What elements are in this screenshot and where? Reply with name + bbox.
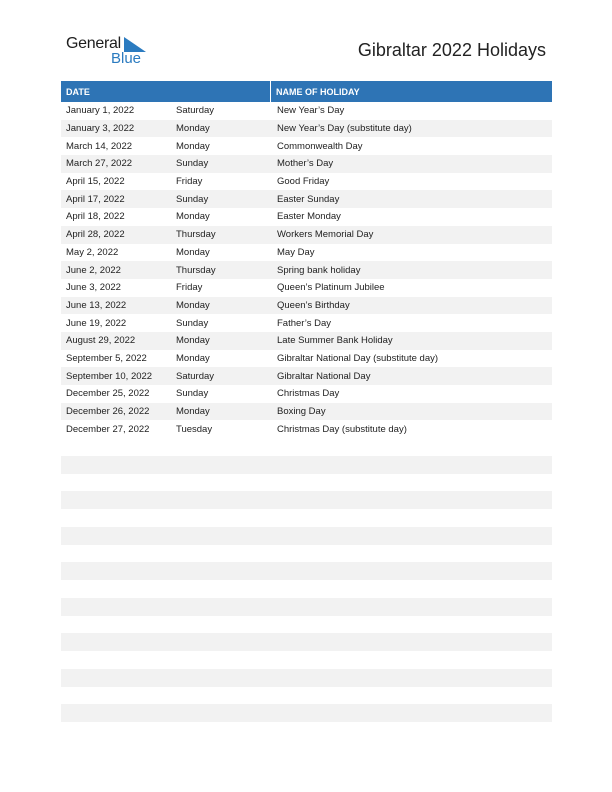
- table-row: [61, 403, 552, 421]
- row-weekday: Sunday: [176, 388, 209, 400]
- table-row: [61, 332, 552, 350]
- table-row: [61, 297, 552, 315]
- table-row: [61, 137, 552, 155]
- row-weekday: Friday: [176, 282, 203, 294]
- row-date: April 17, 2022: [66, 193, 125, 205]
- header-holiday-name: NAME OF HOLIDAY: [276, 86, 360, 97]
- row-weekday: Saturday: [176, 370, 215, 382]
- header-date: DATE: [61, 81, 271, 102]
- table-row: [61, 350, 552, 368]
- row-weekday: Monday: [176, 352, 210, 364]
- row-holiday-name: Late Summer Bank Holiday: [277, 335, 393, 347]
- row-date: January 3, 2022: [66, 123, 135, 135]
- page-title: Gibraltar 2022 Holidays: [357, 40, 546, 60]
- row-date: March 27, 2022: [66, 158, 133, 170]
- blank-row: [61, 456, 552, 474]
- table-row: [61, 385, 552, 403]
- row-date: June 2, 2022: [66, 264, 121, 276]
- row-date: December 27, 2022: [66, 423, 150, 435]
- row-date: January 1, 2022: [66, 105, 135, 117]
- row-weekday: Monday: [176, 211, 210, 223]
- row-weekday: Monday: [176, 140, 210, 152]
- table-row: [61, 226, 552, 244]
- row-weekday: Friday: [176, 176, 203, 188]
- row-weekday: Thursday: [176, 229, 216, 241]
- row-date: April 18, 2022: [66, 211, 125, 223]
- table-body: [61, 102, 552, 438]
- row-date: March 14, 2022: [66, 140, 133, 152]
- row-weekday: Monday: [176, 406, 210, 418]
- row-holiday-name: Christmas Day (substitute day): [277, 423, 407, 435]
- table-row: [61, 173, 552, 191]
- blank-row: [61, 633, 552, 651]
- row-holiday-name: Gibraltar National Day: [277, 370, 371, 382]
- table-row: [61, 420, 552, 438]
- logo-word-general: General: [66, 35, 121, 52]
- table-row: [61, 102, 552, 120]
- row-holiday-name: Gibraltar National Day (substitute day): [277, 352, 439, 364]
- row-holiday-name: Spring bank holiday: [277, 264, 361, 276]
- table-row: [61, 244, 552, 262]
- row-date: December 26, 2022: [66, 406, 150, 418]
- row-holiday-name: Easter Sunday: [277, 193, 340, 205]
- row-date: April 28, 2022: [66, 229, 125, 241]
- row-holiday-name: Christmas Day: [277, 388, 340, 400]
- row-weekday: Sunday: [176, 317, 209, 329]
- holidays-table: [61, 81, 552, 438]
- row-date: September 10, 2022: [66, 370, 153, 382]
- table-row: [61, 314, 552, 332]
- blank-row: [61, 527, 552, 545]
- row-holiday-name: Good Friday: [277, 176, 330, 188]
- row-date: June 19, 2022: [66, 317, 127, 329]
- row-weekday: Sunday: [176, 193, 209, 205]
- row-weekday: Sunday: [176, 158, 209, 170]
- row-date: May 2, 2022: [66, 246, 119, 258]
- row-holiday-name: New Year’s Day: [277, 105, 345, 117]
- row-date: April 15, 2022: [66, 176, 125, 188]
- row-holiday-name: Mother’s Day: [277, 158, 334, 170]
- table-row: [61, 367, 552, 385]
- row-weekday: Monday: [176, 299, 210, 311]
- row-date: June 3, 2022: [66, 282, 121, 294]
- row-weekday: Thursday: [176, 264, 216, 276]
- blank-row: [61, 669, 552, 687]
- table-row: [61, 155, 552, 173]
- blank-row: [61, 704, 552, 722]
- row-date: August 29, 2022: [66, 335, 136, 347]
- row-holiday-name: May Day: [277, 246, 315, 258]
- logo-word-blue: Blue: [111, 50, 142, 67]
- row-weekday: Tuesday: [176, 423, 213, 435]
- row-weekday: Monday: [176, 335, 210, 347]
- table-row: [61, 120, 552, 138]
- row-holiday-name: New Year’s Day (substitute day): [277, 123, 412, 135]
- row-date: December 25, 2022: [66, 388, 150, 400]
- row-holiday-name: Workers Memorial Day: [277, 229, 374, 241]
- row-holiday-name: Father’s Day: [277, 317, 332, 329]
- blank-row: [61, 598, 552, 616]
- table-header: [61, 81, 552, 102]
- row-holiday-name: Queen’s Birthday: [277, 299, 350, 311]
- row-weekday: Saturday: [176, 105, 215, 117]
- row-weekday: Monday: [176, 123, 210, 135]
- logo: [66, 35, 156, 69]
- row-date: September 5, 2022: [66, 352, 147, 364]
- table-row: [61, 190, 552, 208]
- row-holiday-name: Boxing Day: [277, 406, 326, 418]
- blank-row: [61, 562, 552, 580]
- table-row: [61, 261, 552, 279]
- row-holiday-name: Easter Monday: [277, 211, 341, 223]
- row-holiday-name: Commonwealth Day: [277, 140, 363, 152]
- row-weekday: Monday: [176, 246, 210, 258]
- table-row: [61, 208, 552, 226]
- row-holiday-name: Queen’s Platinum Jubilee: [277, 282, 385, 294]
- table-row: [61, 279, 552, 297]
- blank-row: [61, 491, 552, 509]
- row-date: June 13, 2022: [66, 299, 127, 311]
